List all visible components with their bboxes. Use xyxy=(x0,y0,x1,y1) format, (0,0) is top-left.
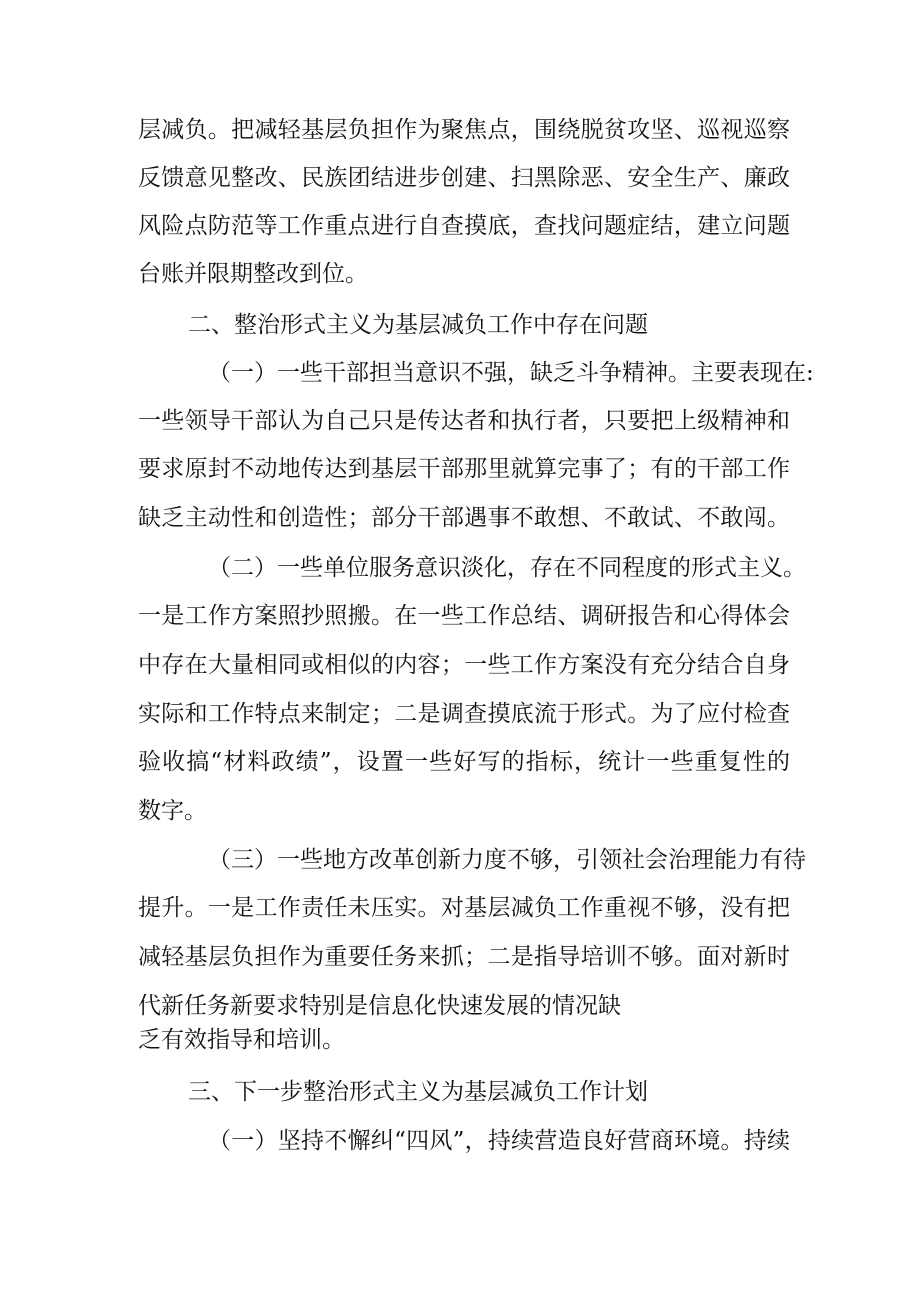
body-line: 减轻基层负担作为重要任务来抓；二是指导培训不够。面对新时 xyxy=(138,944,790,970)
body-line: 台账并限期整改到位。 xyxy=(138,261,368,287)
subsection-heading: （二）一些单位服务意识淡化，存在不同程度的形式主义。 xyxy=(208,555,806,581)
section-heading: 三、下一步整治形式主义为基层减负工作计划 xyxy=(188,1079,648,1105)
body-line: 风险点防范等工作重点进行自查摸底，查找问题症结，建立问题 xyxy=(138,213,790,239)
subsection-heading: （一）坚持不懈纠“四风”，持续营造良好营商环境。持续 xyxy=(208,1128,790,1154)
body-line: 中存在大量相同或相似的内容；一些工作方案没有充分结合自身 xyxy=(138,652,790,678)
body-line: 一些领导干部认为自己只是传达者和执行者，只要把上级精神和 xyxy=(138,408,790,434)
body-line: 实际和工作特点来制定；二是调查摸底流于形式。为了应付检查 xyxy=(138,701,790,727)
body-line: 乏有效指导和培训。 xyxy=(138,1027,345,1053)
subsection-heading: （一）一些干部担当意识不强，缺乏斗争精神。主要表现在: xyxy=(208,360,814,386)
body-line: 反馈意见整改、民族团结进步创建、扫黑除恶、安全生产、廉政 xyxy=(138,165,790,191)
body-line: 一是工作方案照抄照搬。在一些工作总结、调研报告和心得体会 xyxy=(138,603,790,629)
body-line: 提升。一是工作责任未压实。对基层减负工作重视不够，没有把 xyxy=(138,895,790,921)
body-line: 验收搞“材料政绩”，设置一些好写的指标，统计一些重复性的 xyxy=(138,749,790,775)
body-line: 缺乏主动性和创造性；部分干部遇事不敢想、不敢试、不敢闯。 xyxy=(138,505,790,531)
body-line: 代新任务新要求特别是信息化快速发展的情况缺 xyxy=(138,993,621,1019)
body-line: 要求原封不动地传达到基层干部那里就算完事了；有的干部工作 xyxy=(138,456,790,482)
section-heading: 二、整治形式主义为基层减负工作中存在问题 xyxy=(188,312,648,338)
body-line: 层减负。把减轻基层负担作为聚焦点，围绕脱贫攻坚、巡视巡察 xyxy=(138,117,790,143)
body-line: 数字。 xyxy=(138,798,207,824)
subsection-heading: （三）一些地方改革创新力度不够，引领社会治理能力有待 xyxy=(208,847,806,873)
